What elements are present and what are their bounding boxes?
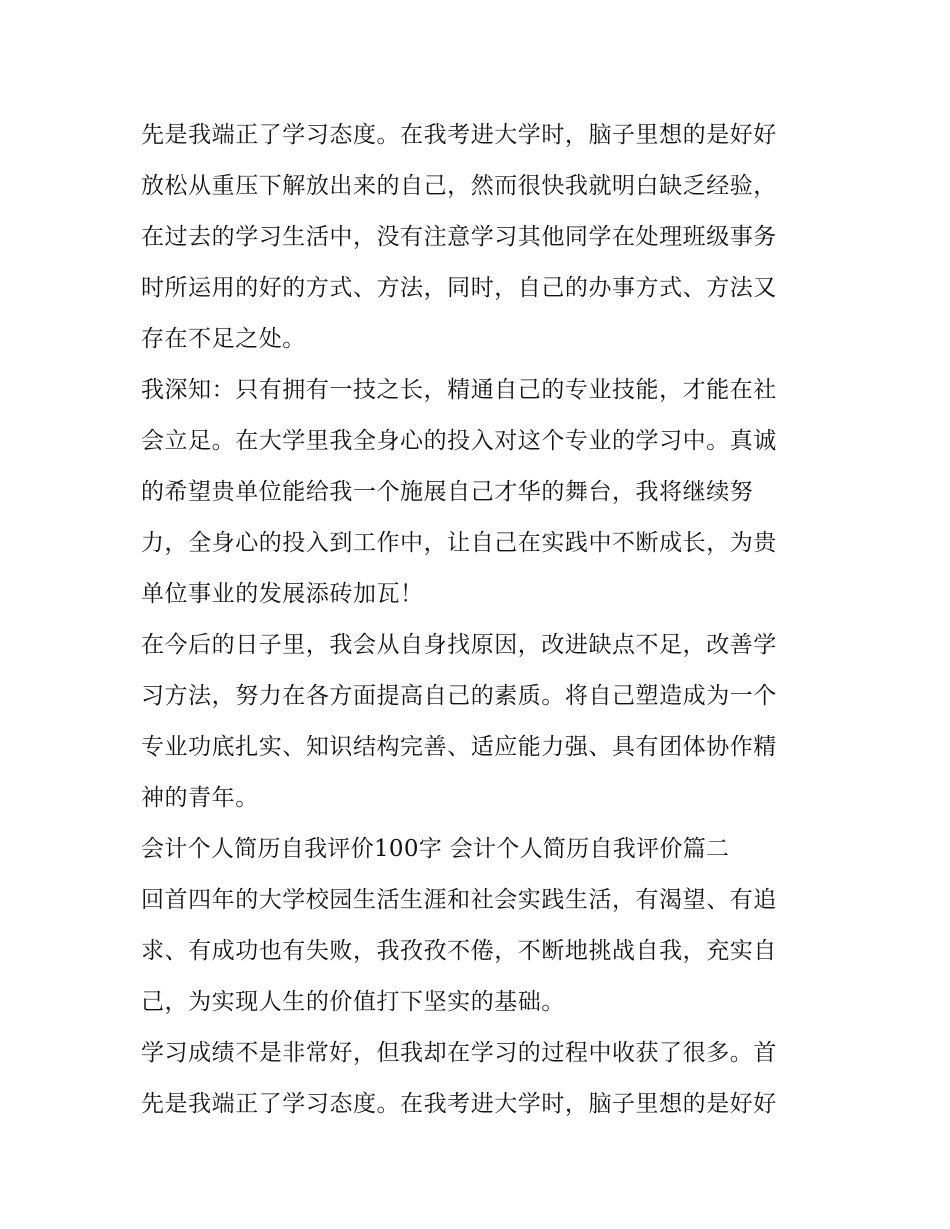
text-line: 存在不足之处。 xyxy=(141,326,306,352)
text-line: 回首四年的大学校园生活生涯和社会实践生活，有渴望、有追 xyxy=(141,887,777,913)
document-body xyxy=(141,110,813,1130)
text-line: 会立足。在大学里我全身心的投入对这个专业的学习中。真诚 xyxy=(141,428,777,454)
text-line: 先是我端正了学习态度。在我考进大学时，脑子里想的是好好 xyxy=(141,122,777,148)
text-line: 在今后的日子里，我会从自身找原因，改进缺点不足，改善学 xyxy=(141,632,777,658)
text-line: 力，全身心的投入到工作中，让自己在实践中不断成长，为贵 xyxy=(141,530,777,556)
text-line: 习方法，努力在各方面提高自己的素质。将自己塑造成为一个 xyxy=(141,683,777,709)
text-line: 先是我端正了学习态度。在我考进大学时，脑子里想的是好好 xyxy=(141,1091,777,1117)
text-line: 我深知：只有拥有一技之长，精通自己的专业技能，才能在社 xyxy=(141,377,777,403)
text-line: 的希望贵单位能给我一个施展自己才华的舞台，我将继续努 xyxy=(141,479,754,505)
text-line: 神的青年。 xyxy=(141,785,259,811)
text-line: 己，为实现人生的价值打下坚实的基础。 xyxy=(141,989,565,1015)
section-heading: 会计个人简历自我评价100字 会计个人简历自我评价篇二 xyxy=(141,836,730,862)
text-line: 在过去的学习生活中，没有注意学习其他同学在处理班级事务 xyxy=(141,224,777,250)
text-line: 单位事业的发展添砖加瓦！ xyxy=(141,581,424,607)
text-line: 求、有成功也有失败，我孜孜不倦，不断地挑战自我，充实自 xyxy=(141,938,777,964)
text-line: 时所运用的好的方式、方法，同时，自己的办事方式、方法又 xyxy=(141,275,777,301)
text-line: 放松从重压下解放出来的自己，然而很快我就明白缺乏经验， xyxy=(141,173,777,199)
text-line: 学习成绩不是非常好，但我却在学习的过程中收获了很多。首 xyxy=(141,1040,777,1066)
text-line: 专业功底扎实、知识结构完善、适应能力强、具有团体协作精 xyxy=(141,734,777,760)
